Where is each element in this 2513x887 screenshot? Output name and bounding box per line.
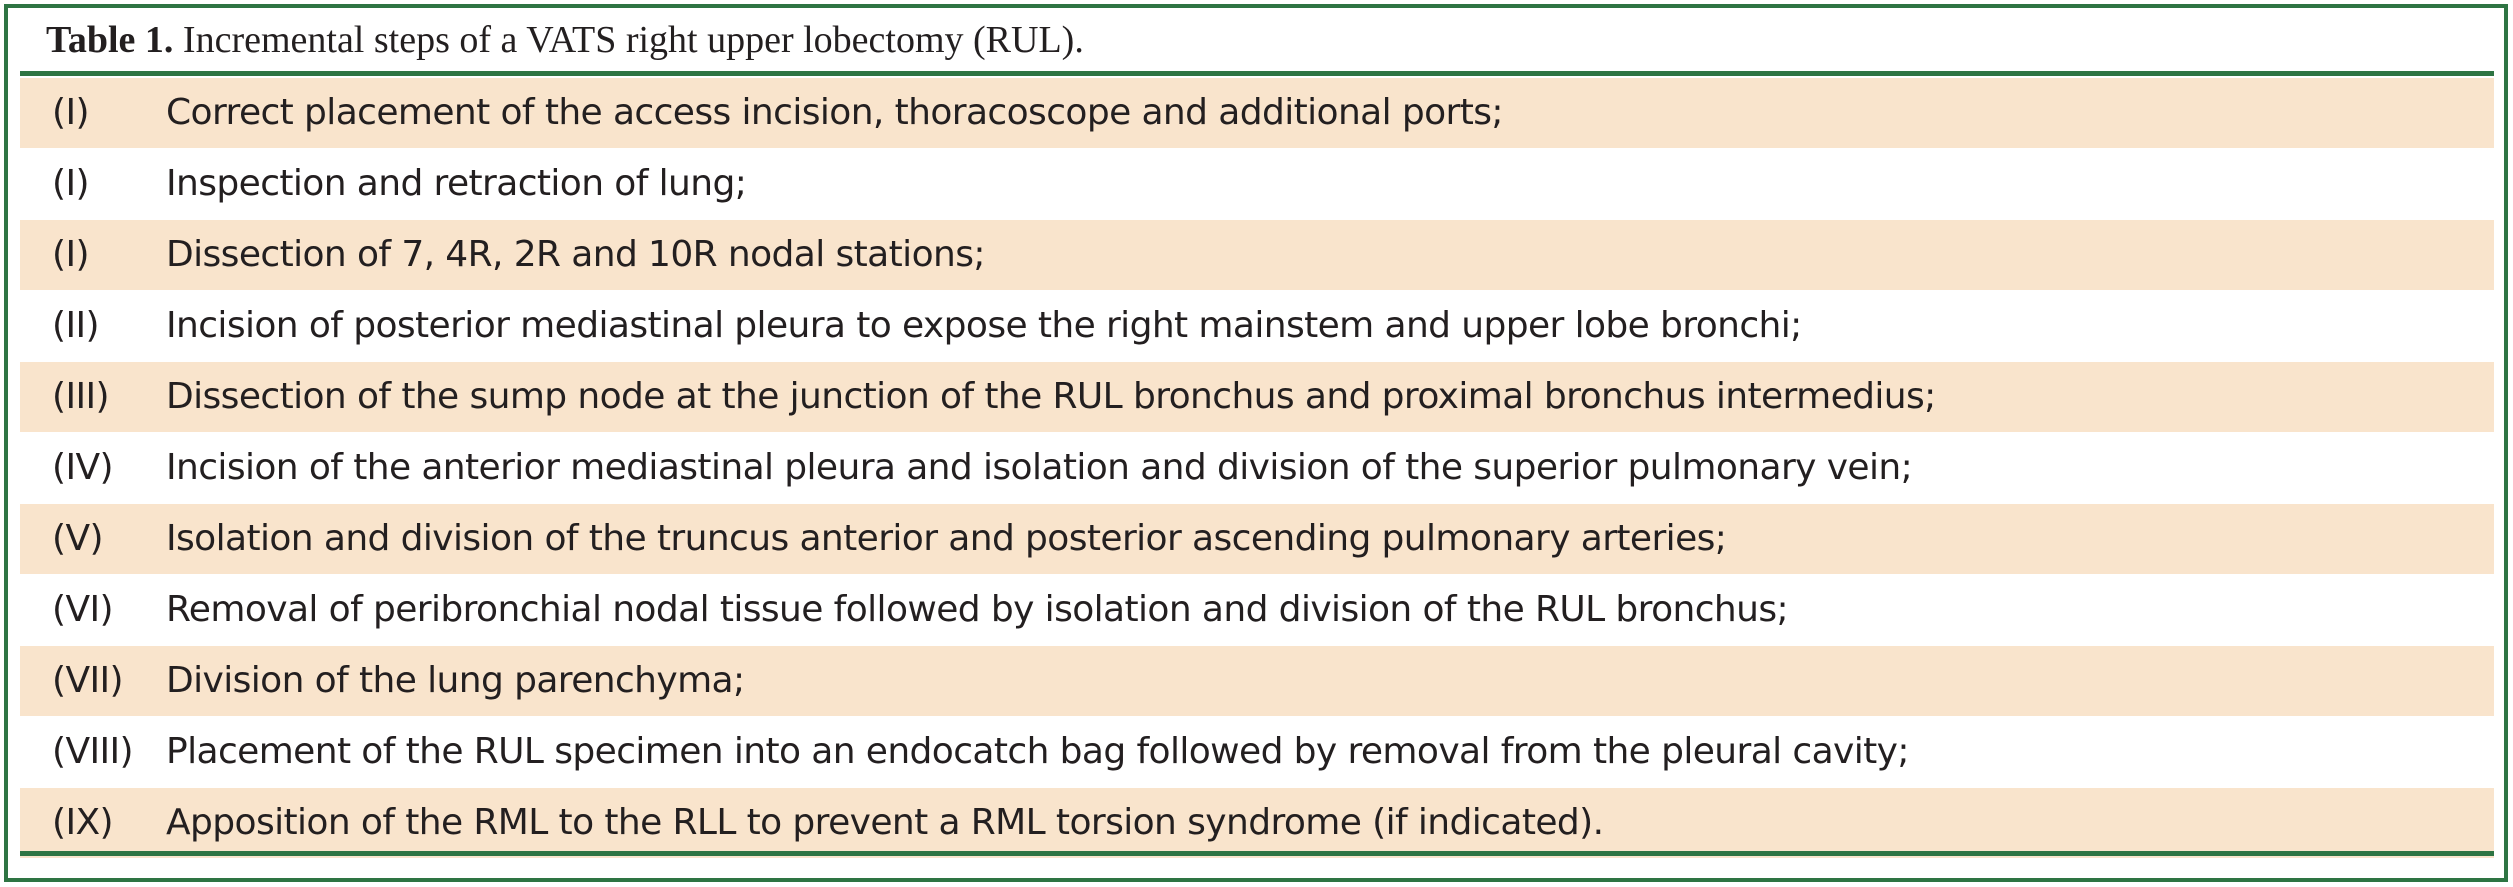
table-row (20, 433, 2494, 503)
step-text: Removal of peribronchial nodal tissue followed by isolation and division of the RUL bronchus; (166, 589, 1789, 630)
table-row (20, 788, 2494, 858)
step-number: (VI) (52, 589, 113, 630)
table-row (20, 575, 2494, 645)
step-text: Isolation and division of the truncus anterior and posterior ascending pulmonary arteries; (166, 518, 1727, 559)
table-caption (46, 16, 1084, 64)
step-text: Dissection of the sump node at the junction of the RUL bronchus and proximal bronchus intermedius; (166, 376, 1936, 417)
step-number: (IV) (52, 447, 113, 488)
table-caption-text: Incremental steps of a VATS right upper lobectomy (RUL). (182, 19, 1084, 61)
step-text: Apposition of the RML to the RLL to prevent a RML torsion syndrome (if indicated). (166, 802, 1604, 843)
table-row (20, 220, 2494, 290)
step-number: (IX) (52, 802, 113, 843)
steps-table (20, 78, 2494, 859)
table-caption-label: Table 1. (46, 19, 174, 61)
step-number: (VII) (52, 660, 123, 701)
step-text: Placement of the RUL specimen into an endocatch bag followed by removal from the pleural cavity; (166, 731, 1909, 772)
step-number: (II) (52, 305, 99, 346)
table-row (20, 78, 2494, 148)
step-text: Inspection and retraction of lung; (166, 163, 747, 204)
step-text: Dissection of 7, 4R, 2R and 10R nodal stations; (166, 234, 985, 275)
step-number: (I) (52, 163, 89, 204)
table-row (20, 646, 2494, 716)
table-row (20, 291, 2494, 361)
table-row (20, 362, 2494, 432)
step-text: Incision of the anterior mediastinal pleura and isolation and division of the superior pulmonary vein; (166, 447, 1913, 488)
step-number: (I) (52, 92, 89, 133)
table-row (20, 504, 2494, 574)
table-bottom-rule (20, 851, 2494, 856)
table-row (20, 149, 2494, 219)
table-row (20, 717, 2494, 787)
step-text: Incision of posterior mediastinal pleura to expose the right mainstem and upper lobe bronchi; (166, 305, 1802, 346)
step-text: Correct placement of the access incision, thoracoscope and additional ports; (166, 92, 1503, 133)
step-text: Division of the lung parenchyma; (166, 660, 745, 701)
step-number: (V) (52, 518, 103, 559)
table-top-rule (20, 71, 2494, 76)
step-number: (VIII) (52, 731, 133, 772)
step-number: (III) (52, 376, 109, 417)
step-number: (I) (52, 234, 89, 275)
